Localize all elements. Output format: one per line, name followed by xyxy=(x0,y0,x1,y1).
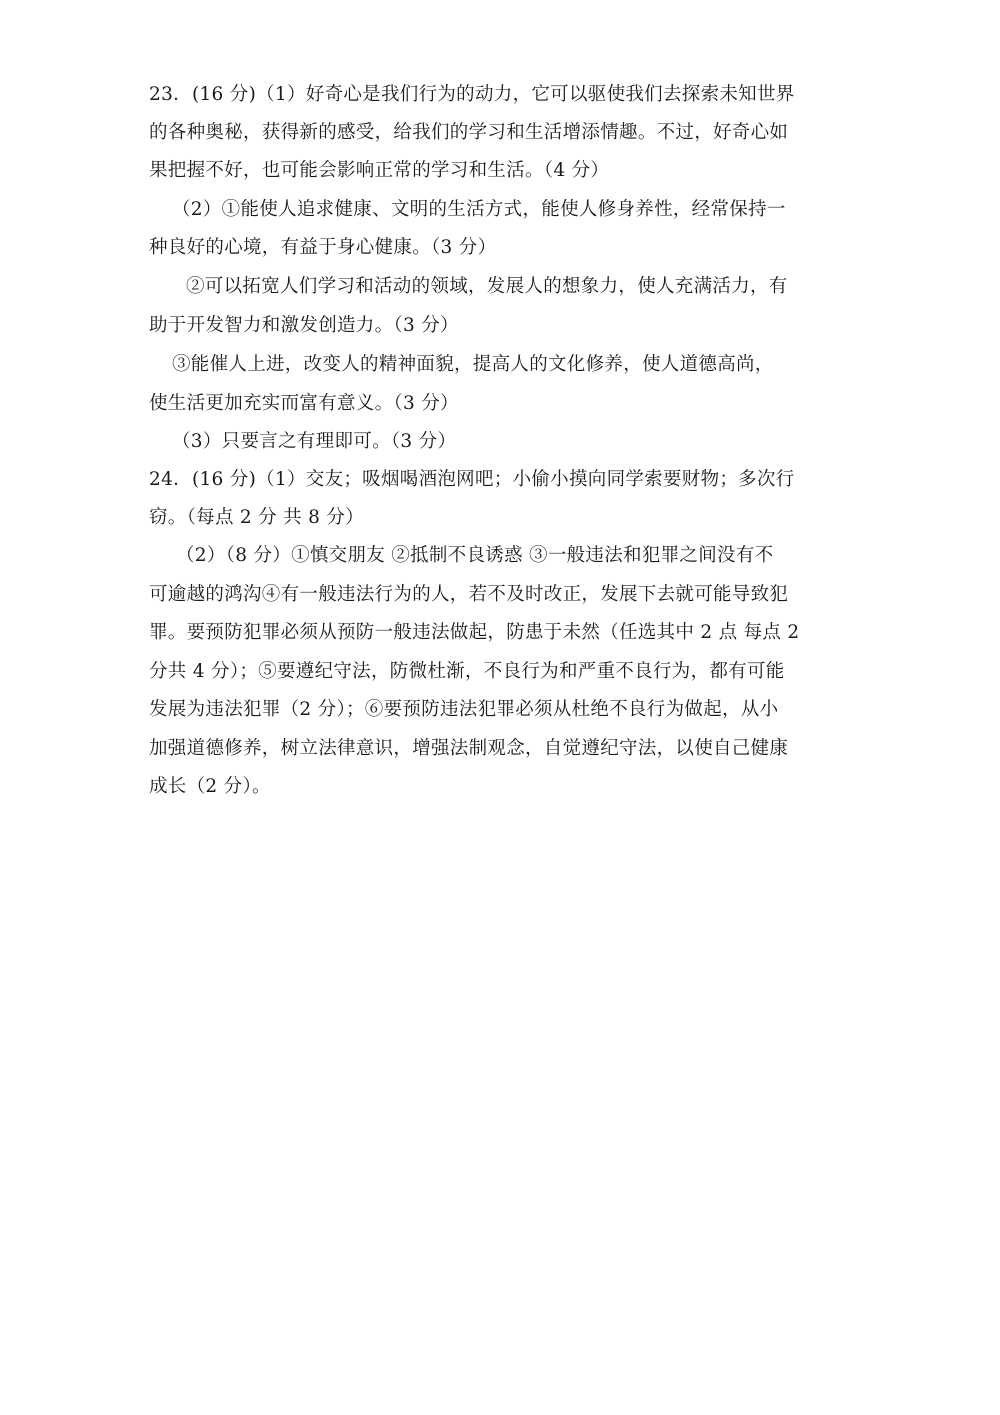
q23-part2-point3-line2: 使生活更加充实而富有意义。（3 分） xyxy=(149,393,459,414)
q24-part2-line3: 罪。要预防犯罪必须从预防一般违法做起，防患于未然（任选其中 2 点 每点 2 xyxy=(149,622,800,643)
q24-part2-line5: 发展为违法犯罪（2 分）；⑥要预防违法犯罪必须从杜绝不良行为做起，从小 xyxy=(149,699,779,720)
q24-part2-line2: 可逾越的鸿沟④有一般违法行为的人，若不及时改正，发展下去就可能导致犯 xyxy=(149,584,789,605)
q23-part1-line2: 的各种奥秘，获得新的感受，给我们的学习和生活增添情趣。不过，好奇心如 xyxy=(149,122,789,143)
q24-part1-line1: 24．(16 分)（1）交友；吸烟喝酒泡网吧；小偷小摸向同学索要财物；多次行 xyxy=(149,469,795,490)
q23-part2-point3-line1: ③能催人上进，改变人的精神面貌，提高人的文化修养，使人道德高尚， xyxy=(172,354,774,375)
q24-part2-line1: （2）（8 分）①慎交朋友 ②抵制不良诱惑 ③一般违法和犯罪之间没有不 xyxy=(176,545,774,566)
q23-part2-point2-line2: 助于开发智力和激发创造力。（3 分） xyxy=(149,315,459,336)
q23-part1-line1: 23．(16 分)（1）好奇心是我们行为的动力，它可以驱使我们去探索未知世界 xyxy=(149,84,795,105)
q24-part2-line7: 成长（2 分）。 xyxy=(149,776,271,797)
q23-part3-line: （3）只要言之有理即可。（3 分） xyxy=(172,431,457,452)
q24-part1-line2: 窃。（每点 2 分 共 8 分） xyxy=(149,507,364,528)
q23-part2-point1-line1: （2）①能使人追求健康、文明的生活方式，能使人修身养性，经常保持一 xyxy=(172,199,786,220)
q23-part2-point2-line1: ②可以拓宽人们学习和活动的领域，发展人的想象力，使人充满活力，有 xyxy=(186,276,788,297)
q24-part2-line4: 分共 4 分）；⑤要遵纪守法，防微杜渐，不良行为和严重不良行为，都有可能 xyxy=(149,661,785,682)
q23-part1-line3: 果把握不好，也可能会影响正常的学习和生活。（4 分） xyxy=(149,160,610,181)
q23-part2-point1-line2: 种良好的心境，有益于身心健康。（3 分） xyxy=(149,237,497,258)
q24-part2-line6: 加强道德修养，树立法律意识，增强法制观念，自觉遵纪守法，以使自己健康 xyxy=(149,738,789,759)
